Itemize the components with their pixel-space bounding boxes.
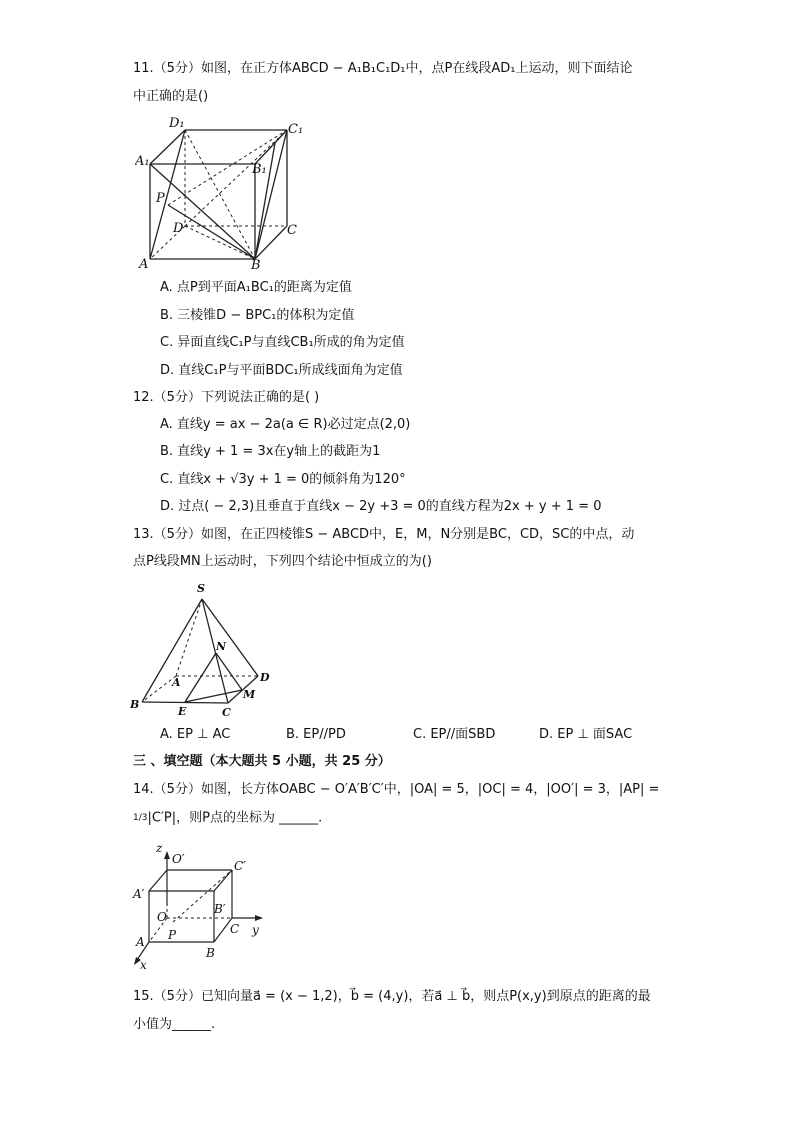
- q13-option-d[interactable]: D. EP ⊥ 面SAC: [539, 727, 633, 742]
- label-y: y: [252, 923, 259, 937]
- label-B: B: [251, 258, 261, 273]
- label-C: C: [287, 223, 297, 238]
- q11-stem-line1: 11.（5分）如图，在正方体ABCD − A₁B₁C₁D₁中，点P在线段AD₁上运动，则下面结论: [133, 61, 633, 76]
- label-O1: O′: [172, 852, 185, 866]
- q13-stem-line2: 点P线段MN上运动时，下列四个结论中恒成立的为(): [133, 554, 432, 569]
- cuboid-figure: [130, 838, 270, 973]
- label-P: P: [168, 928, 177, 942]
- label-M: M: [243, 688, 256, 701]
- cube-figure: [135, 113, 305, 273]
- label-A1: A′: [133, 887, 145, 901]
- q15-stem-line1: 15.（5分）已知向量a⃗ = (x − 1,2)，b⃗ = (4,y)，若a⃗ ⊥ b⃗，则点P(x,y)到原点的距离的最: [133, 989, 651, 1004]
- q15-stem-line2: 小值为______.: [133, 1017, 216, 1032]
- label-B1: B₁: [252, 162, 267, 177]
- section-heading: 三 、填空题（本大题共 5 小题，共 25 分）: [133, 754, 391, 769]
- label-C: C: [222, 706, 231, 719]
- pyramid-figure: [130, 580, 280, 720]
- label-B1: B′: [214, 902, 226, 916]
- q11-option-d[interactable]: D. 直线C₁P与平面BDC₁所成线面角为定值: [160, 363, 403, 378]
- label-S: S: [197, 582, 205, 595]
- label-A: A: [139, 257, 149, 272]
- label-D: D: [260, 671, 270, 684]
- q14-fraction: 1/3: [133, 813, 148, 823]
- q14-stem-line1: 14.（5分）如图，长方体OABC − O′A′B′C′中，|OA| = 5，|OC| = 4，|OO′| = 3，|AP| =: [133, 782, 660, 797]
- label-A: A: [136, 935, 145, 949]
- q14-stem-line2: [133, 809, 322, 828]
- q14-stem-text: |C′P|，则P点的坐标为 ______.: [147, 810, 323, 826]
- q13-option-c[interactable]: C. EP//面SBD: [413, 727, 496, 742]
- q12-stem: 12.（5分）下列说法正确的是( ): [133, 390, 320, 405]
- q12-option-b[interactable]: B. 直线y + 1 = 3x在y轴上的截距为1: [160, 444, 381, 459]
- q13-stem-line1: 13.（5分）如图，在正四棱锥S − ABCD中，E，M，N分别是BC，CD，SC的中点，动: [133, 527, 635, 542]
- label-B: B: [130, 698, 140, 711]
- label-A: A: [172, 676, 181, 689]
- label-C1: C′: [234, 859, 246, 873]
- q11-stem-line2: 中正确的是(): [133, 89, 209, 104]
- label-P: P: [156, 191, 165, 206]
- label-D1: D₁: [169, 116, 185, 131]
- label-x: x: [140, 958, 147, 972]
- q12-option-d[interactable]: D. 过点( − 2,3)且垂直于直线x − 2y +3 = 0的直线方程为2x + y + 1 = 0: [160, 499, 602, 514]
- label-N: N: [216, 640, 227, 653]
- label-C: C: [230, 922, 240, 936]
- q12-option-c[interactable]: C. 直线x + √3y + 1 = 0的倾斜角为120°: [160, 472, 406, 487]
- q13-option-b[interactable]: B. EP//PD: [286, 727, 346, 742]
- q11-option-c[interactable]: C. 异面直线C₁P与直线CB₁所成的角为定值: [160, 335, 405, 350]
- q11-option-a[interactable]: A. 点P到平面A₁BC₁的距离为定值: [160, 280, 352, 295]
- label-C1: C₁: [288, 122, 304, 137]
- label-B: B: [206, 946, 215, 960]
- label-z: z: [156, 841, 163, 855]
- q11-option-b[interactable]: B. 三棱锥D − BPC₁的体积为定值: [160, 308, 355, 323]
- label-E: E: [178, 705, 187, 718]
- q12-option-a[interactable]: A. 直线y = ax − 2a(a ∈ R)必过定点(2,0): [160, 417, 411, 432]
- q13-option-a[interactable]: A. EP ⊥ AC: [160, 727, 231, 742]
- label-O: O: [157, 910, 167, 924]
- label-A1: A₁: [135, 154, 150, 169]
- label-D: D: [173, 221, 184, 236]
